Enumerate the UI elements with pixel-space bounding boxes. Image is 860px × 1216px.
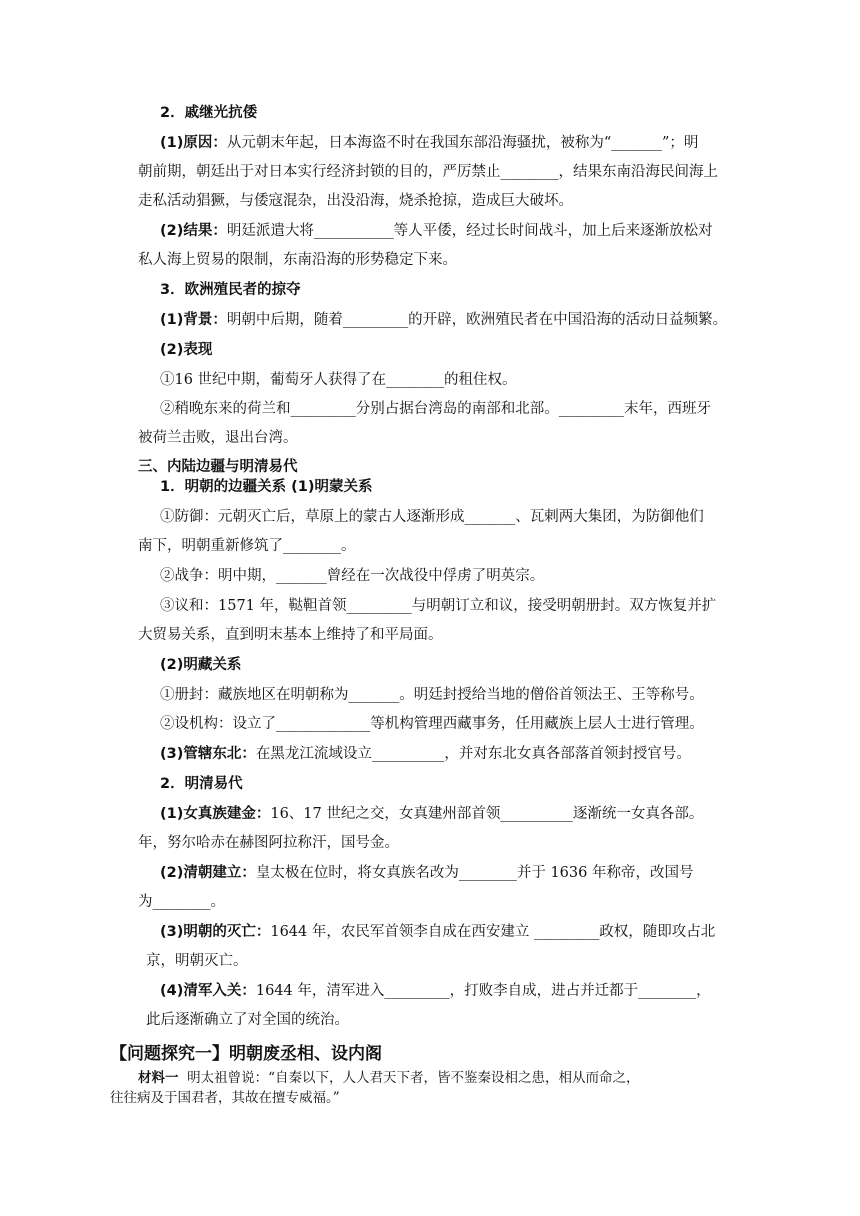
text-line: (3)管辖东北：在黑龙江流域设立__________，并对东北女真各部落首领封授官号。 — [160, 746, 691, 762]
text-line: (2)结果：明廷派遣大将___________等人平倭，经过长时间战斗，加上后来逐渐放松对 — [160, 223, 713, 239]
text-line: ②设机构：设立了_____________等机构管理西藏事务，任用藏族上层人士进行管理。 — [160, 716, 704, 732]
text-line: (2)表现 — [160, 342, 213, 358]
text-line: (3)明朝的灭亡：1644 年，农民军首领李自成在西安建立 _________政权，随即攻占北 — [160, 924, 716, 940]
section-title: 【问题探究一】明朝废丞相、设内阁 — [110, 1044, 382, 1064]
text-line: 为________。 — [138, 894, 225, 910]
text-line: ①16 世纪中期，葡萄牙人获得了在________的租住权。 — [160, 372, 517, 388]
text-line: (1)背景：明朝中后期，随着_________的开辟，欧洲殖民者在中国沿海的活动日益频繁。 — [160, 312, 728, 328]
text-line: 朝前期，朝廷出于对日本实行经济封锁的目的，严厉禁止________，结果东南沿海民间海上 — [138, 164, 718, 180]
text-line: 私人海上贸易的限制，东南沿海的形势稳定下来。 — [138, 252, 457, 268]
text-line: 1．明朝的边疆关系 (1)明蒙关系 — [160, 479, 373, 495]
text-line: 京，明朝灭亡。 — [146, 953, 248, 969]
text-line: ①防御：元朝灭亡后，草原上的蒙古人逐渐形成_______、瓦剌两大集团，为防御他们 — [160, 509, 704, 525]
text-line: ①册封：藏族地区在明朝称为_______。明廷封授给当地的僧俗首领法王、王等称号。 — [160, 687, 704, 703]
text-line: (4)清军入关：1644 年，清军进入_________，打败李自成，进占并迁都于________， — [160, 983, 711, 999]
text-line: ③议和：1571 年，鞑靼首领_________与明朝订立和议，接受明朝册封。双方恢复并扩 — [160, 598, 717, 614]
material-label: 材料一 — [138, 1070, 179, 1086]
text-line: 年，努尔哈赤在赫图阿拉称汗，国号金。 — [138, 835, 399, 851]
text-line: (2)清朝建立：皇太极在位时，将女真族名改为________并于 1636 年称帝，改国号 — [160, 865, 694, 881]
text-line: (2)明藏关系 — [160, 657, 242, 673]
text-line: 南下，明朝重新修筑了________。 — [138, 538, 356, 554]
text-line: 此后逐渐确立了对全国的统治。 — [146, 1012, 349, 1028]
section-heading: 三、内陆边疆与明清易代 — [138, 459, 298, 475]
text-line: ②战争：明中期，_______曾经在一次战役中俘虏了明英宗。 — [160, 568, 545, 584]
text-line: 2．明清易代 — [160, 776, 243, 792]
text-line: 被荷兰击败，退出台湾。 — [138, 430, 298, 446]
material-line: 往往病及于国君者，其故在擅专威福。” — [110, 1090, 340, 1106]
text-line: 走私活动猖獗，与倭寇混杂，出没沿海，烧杀抢掠，造成巨大破坏。 — [138, 193, 573, 209]
text-line: 大贸易关系，直到明末基本上维持了和平局面。 — [138, 627, 443, 643]
material-line: 材料一 明太祖曾说：“自秦以下，人人君天下者，皆不鉴秦设相之患，相从而命之， — [138, 1070, 640, 1086]
text-line: (1)原因：从元朝末年起，日本海盗不时在我国东部沿海骚扰，被称为“_______”；明 — [160, 135, 699, 151]
text-line: 2．戚继光抗倭 — [160, 105, 258, 121]
text-line: 3．欧洲殖民者的掠夺 — [160, 282, 301, 298]
text-line: (1)女真族建金：16、17 世纪之交，女真建州部首领__________逐渐统一女真各部。 — [160, 806, 704, 822]
text-line: ②稍晚东来的荷兰和_________分别占据台湾岛的南部和北部。_________末年，西班牙 — [160, 401, 711, 417]
